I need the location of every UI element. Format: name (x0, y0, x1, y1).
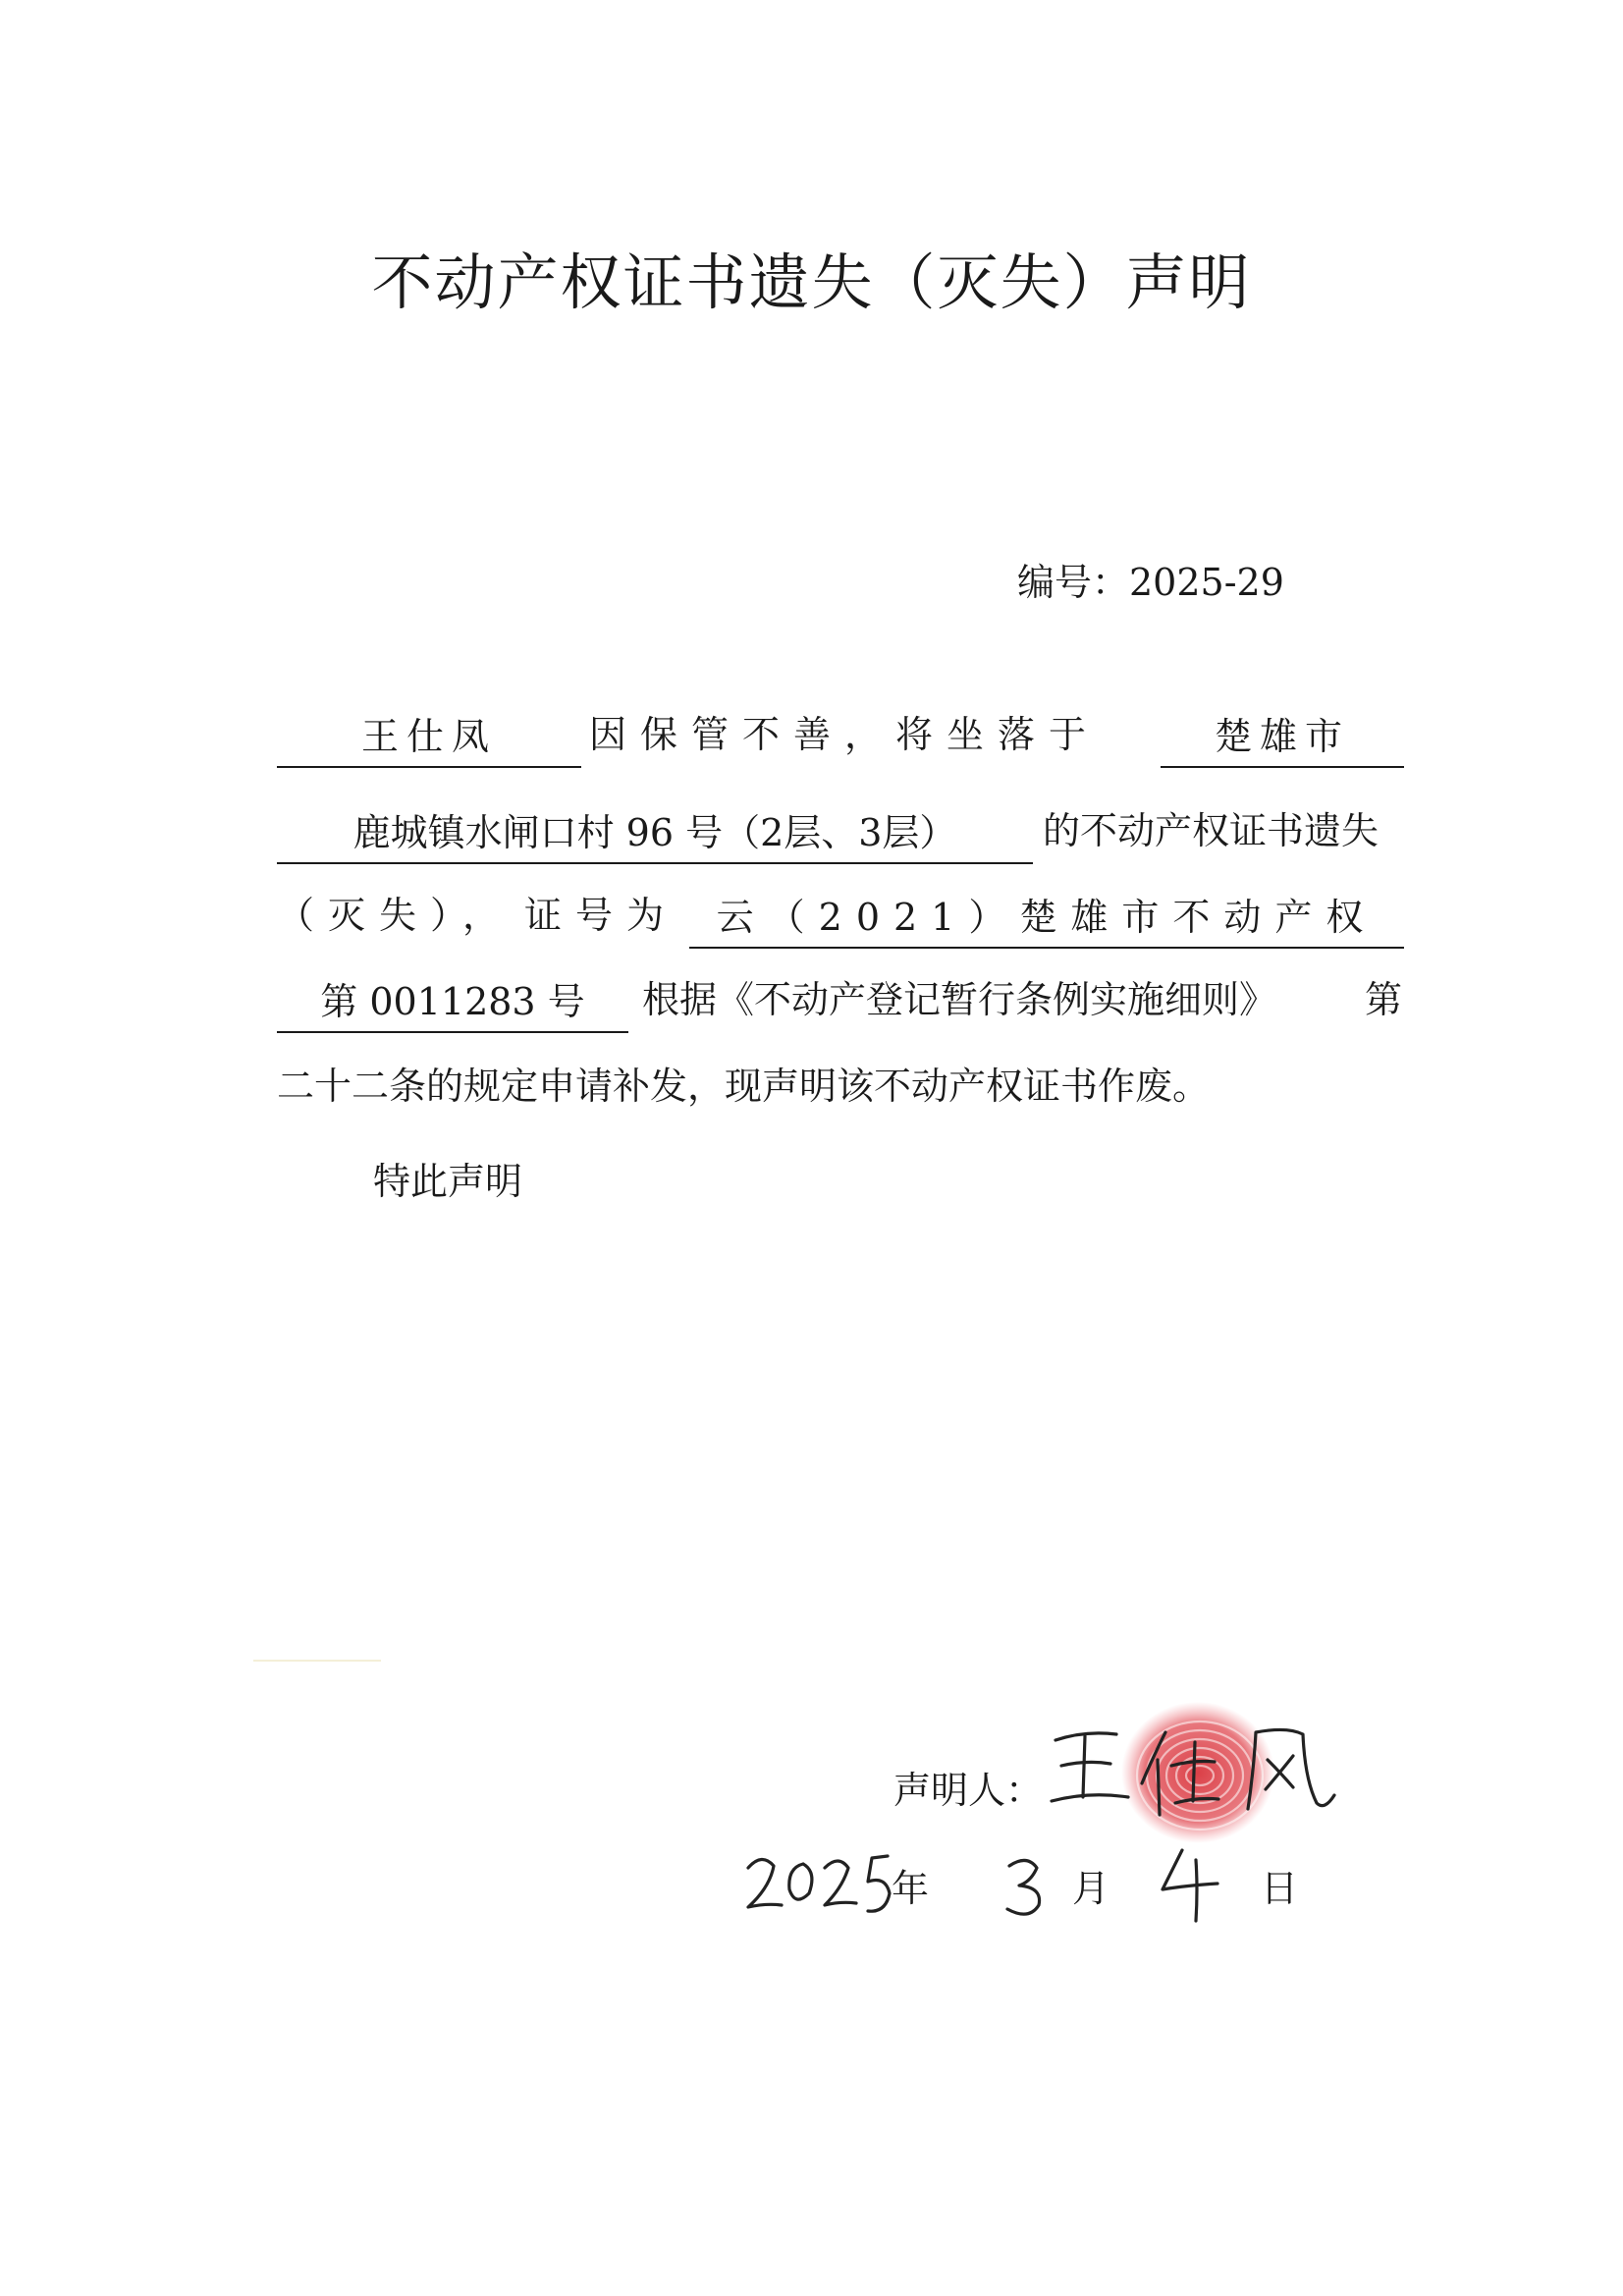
document-title: 不动产权证书遗失（灭失）声明 (371, 246, 1252, 318)
address: 鹿城镇水闸口村 96 号（2层、3层） (352, 811, 957, 854)
cert-lost-text: 的不动产权证书遗失 (1043, 809, 1380, 852)
scan-artifact (253, 1660, 381, 1662)
body-line-3 (277, 890, 1404, 949)
handwritten-signature (1046, 1721, 1340, 1819)
declarant-label: 声明人： (893, 1769, 1044, 1812)
document-number: 编号：2025-29 (1017, 561, 1284, 604)
month-unit: 月 (1072, 1867, 1110, 1910)
closing-statement: 特此声明 (373, 1160, 523, 1203)
date-line (0, 1836, 1623, 1925)
article-rest-text: 二十二条的规定申请补发，现声明该不动产权证书作废。 (277, 1065, 1211, 1108)
cert-no-part1: 云（2021）楚雄市不动产权 (716, 896, 1378, 939)
handwritten-day (1157, 1844, 1225, 1925)
handwritten-year (742, 1848, 895, 1923)
basis-text: 根据《不动产登记暂行条例实施细则》 (642, 978, 1277, 1021)
city-field (1161, 709, 1404, 768)
owner-name-field (277, 709, 581, 768)
body-line-4 (277, 974, 1404, 1033)
day-unit: 日 (1261, 1867, 1299, 1910)
cert-no-field-1 (689, 890, 1404, 949)
body-line-2 (277, 805, 1404, 864)
reason-text: 因保管不善，将坐落于 (589, 713, 1101, 756)
address-field (277, 805, 1033, 864)
owner-name: 王仕凤 (360, 715, 497, 758)
city: 楚雄市 (1214, 715, 1350, 758)
lost-paren-text: （灭失）， (277, 894, 514, 937)
cert-no-label: 证号为 (524, 894, 678, 937)
handwritten-month (1001, 1852, 1056, 1921)
cert-no-part2: 第 0011283 号 (320, 980, 585, 1023)
body-line-5 (277, 1061, 1404, 1120)
year-unit: 年 (892, 1867, 930, 1910)
article-word: 第 (1365, 978, 1403, 1021)
body-line-1 (277, 709, 1404, 768)
cert-no-field-2 (277, 974, 628, 1033)
